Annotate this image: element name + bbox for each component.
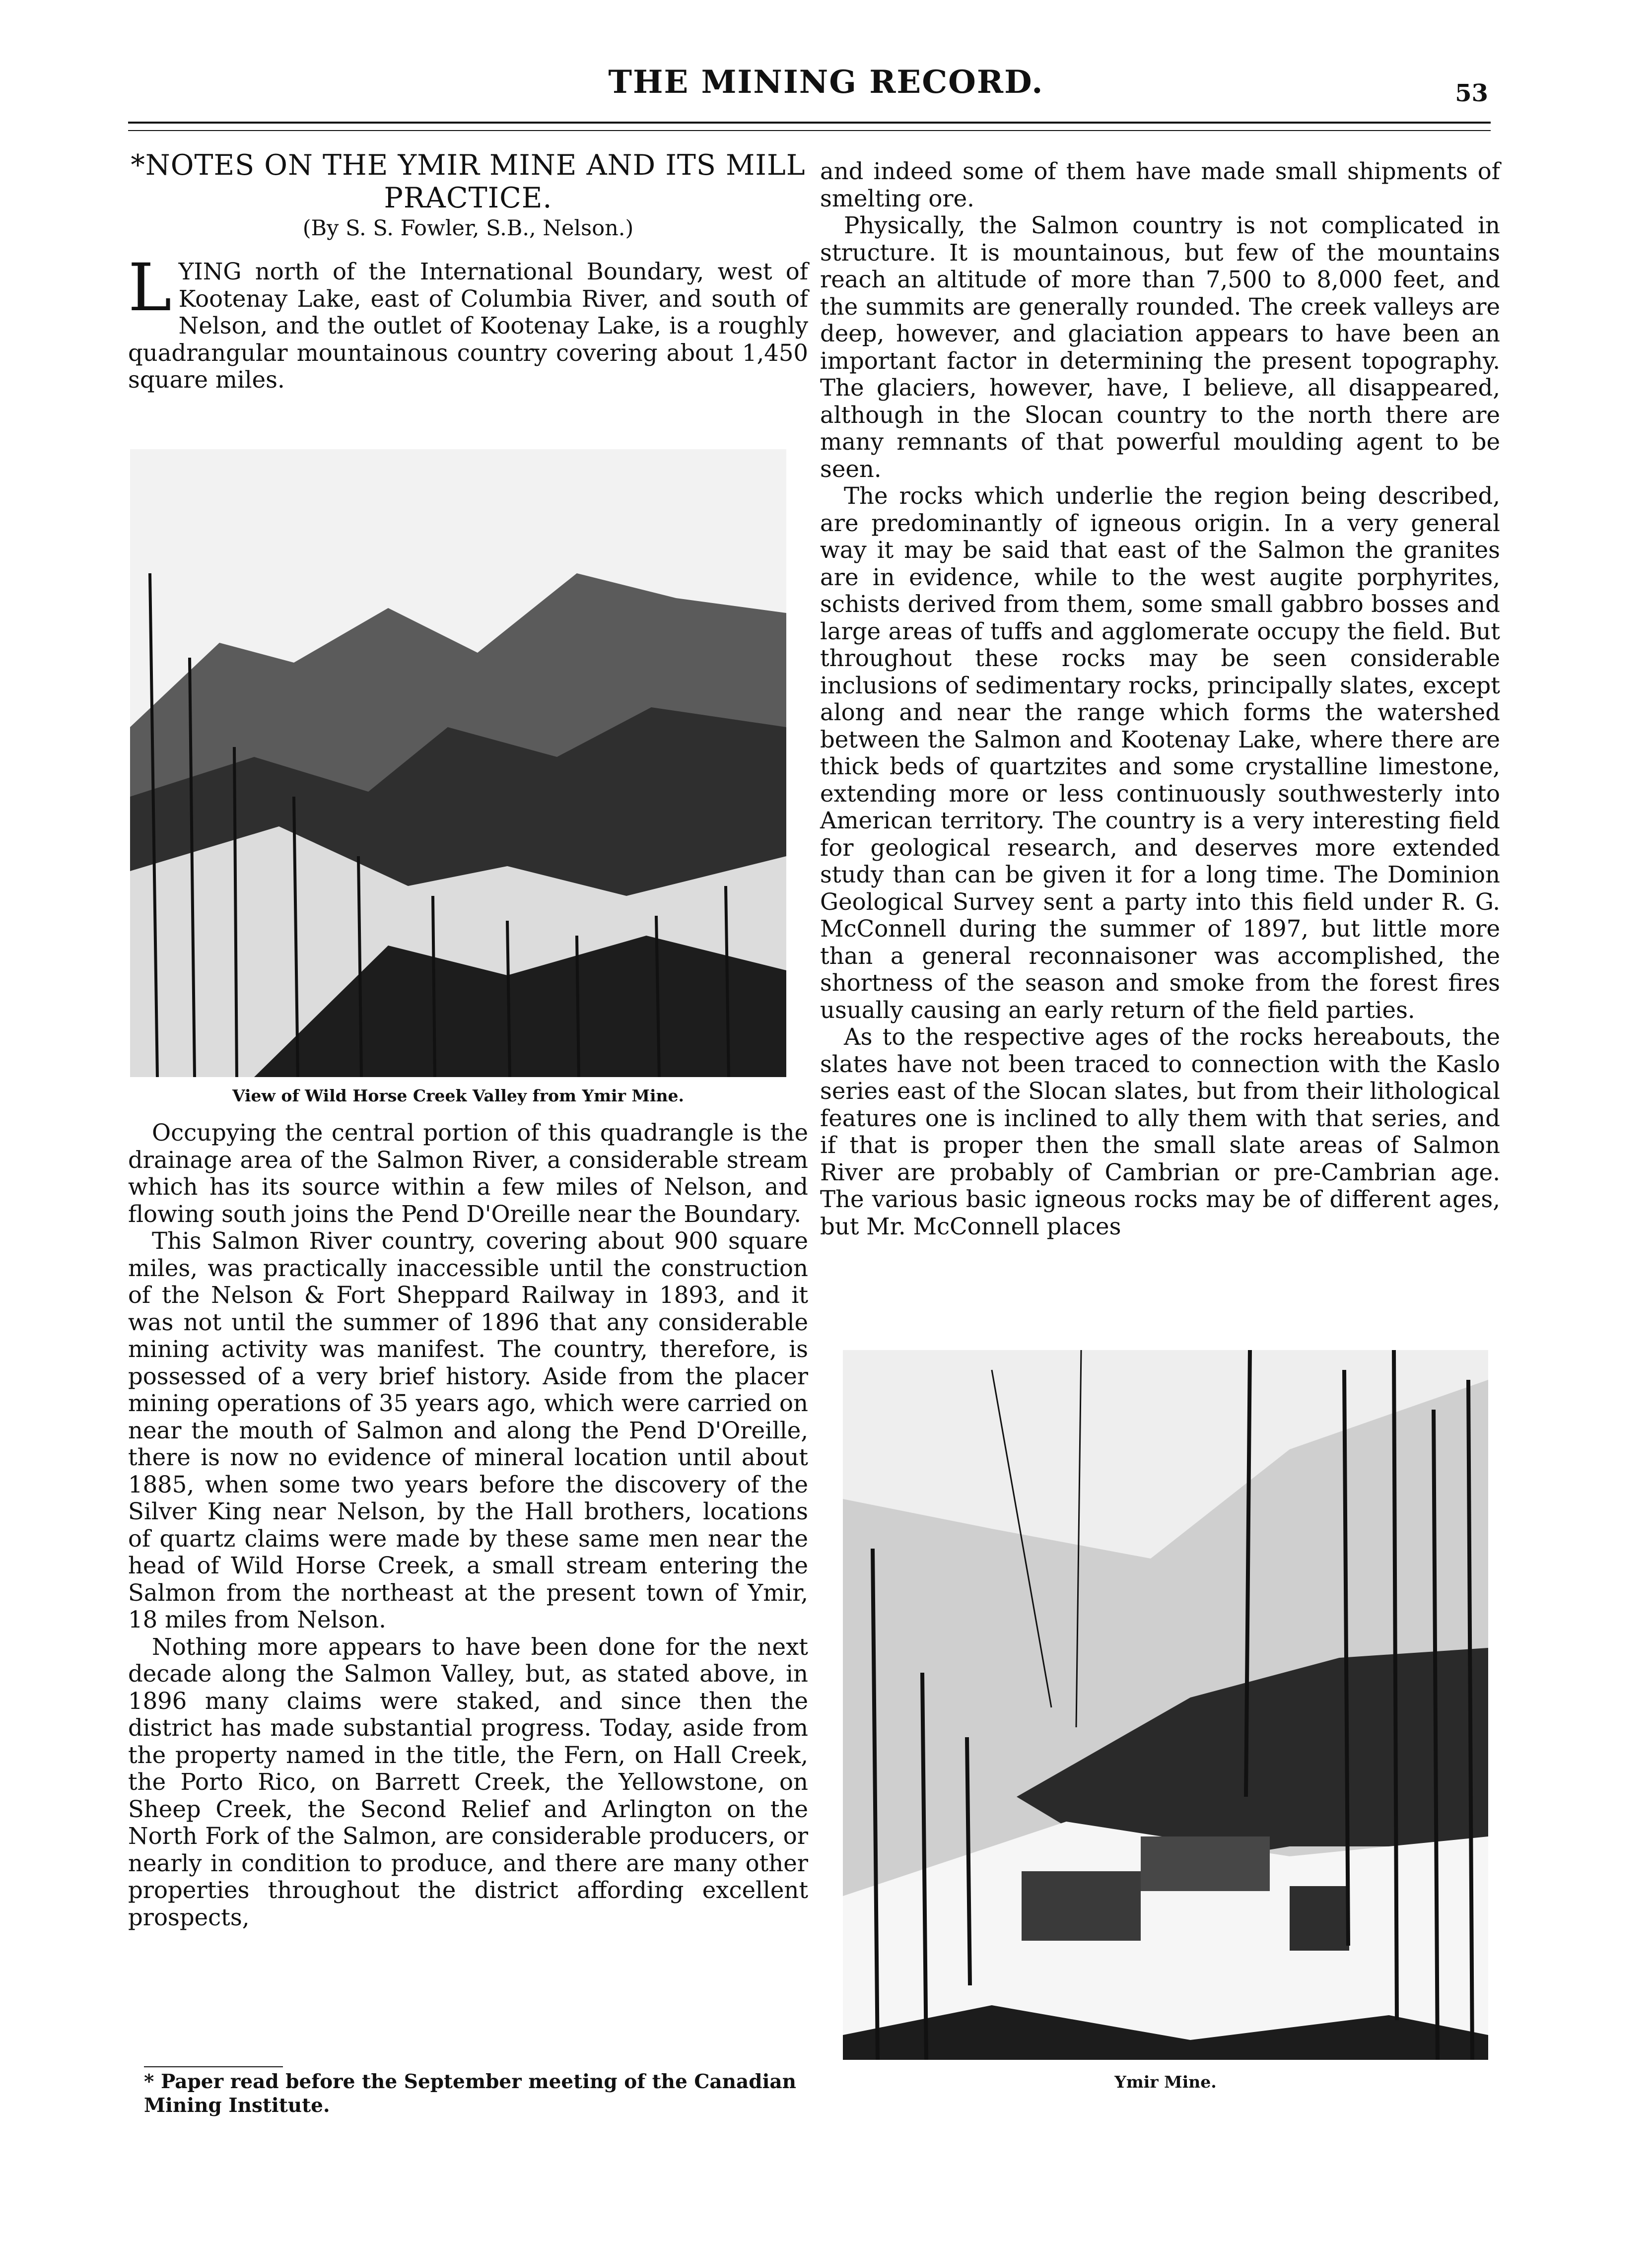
footnote-rule xyxy=(144,2066,283,2067)
footnote: * Paper read before the September meeting of the Canadian Mining Institute. xyxy=(144,2070,797,2117)
running-head: THE MINING RECORD. xyxy=(608,64,1044,101)
article-title-line-2: PRACTICE. xyxy=(384,182,552,214)
header-rule-thin xyxy=(128,130,1491,131)
intro-text: YING north of the International Boundary, west of Kootenay Lake, east of Columbia River, and south of Nelson, and the outlet of Kootenay Lake, is a roughly quadrangular mountainous country covering about 1,450 square miles. xyxy=(128,258,808,393)
right-column xyxy=(820,158,1500,1240)
intro-paragraph xyxy=(128,250,808,394)
paragraph: Physically, the Salmon country is not complicated in structure. It is mountainous, but few of the mountains reach an altitude of more than 7,500 to 8,000 feet, and the summits are generally rounded. The creek valleys are deep, however, and glaciation appears to have been an important factor in determining the present topography. The glaciers, however, have, I believe, all disappeared, although in the Slocan country to the north there are many remnants of that powerful moulding agent to be seen. xyxy=(820,212,1500,482)
valley-photo-caption: View of Wild Horse Creek Valley from Ymir Mine. xyxy=(232,1086,684,1105)
page-number: 53 xyxy=(1455,79,1488,107)
paragraph: This Salmon River country, covering about 900 square miles, was practically inaccessible until the construction of the Nelson & Fort Sheppard Railway in 1893, and it was not until the summer of 1896 that any considerable mining activity was manifest. The country, therefore, is possessed of a very brief history. Aside from the placer mining operations of 35 years ago, which were carried on near the mouth of Salmon and along the Pend D'Oreille, there is now no evidence of mineral location until about 1885, when some two years before the discovery of the Silver King near Nelson, by the Hall brothers, locations of quartz claims were made by these same men near the head of Wild Horse Creek, a small stream entering the Salmon from the northeast at the present town of Ymir, 18 miles from Nelson. xyxy=(128,1227,808,1633)
mine-photo-caption: Ymir Mine. xyxy=(1114,2072,1217,2092)
paragraph: and indeed some of them have made small shipments of smelting ore. xyxy=(820,158,1500,212)
drop-cap: L xyxy=(128,250,172,326)
paragraph: Nothing more appears to have been done for the next decade along the Salmon Valley, but, as stated above, in 1896 many claims were staked, and since then the district has made substantial progress. Today, aside from the property named in the title, the Fern, on Hall Creek, the Porto Rico, on Barrett Creek, the Yellowstone, on Sheep Creek, the Second Relief and Arlington on the North Fork of the Salmon, are considerable producers, or nearly in condition to produce, and there are many other properties throughout the district affording excellent prospects, xyxy=(128,1633,808,1931)
paragraph: As to the respective ages of the rocks hereabouts, the slates have not been traced to connection with the Kaslo series east of the Slocan slates, but from their lithological features one is inclined to ally them with that series, and if that is proper then the small slate areas of Salmon River are probably of Cambrian or pre-Cambrian age. The various basic igneous rocks may be of different ages, but Mr. McConnell places xyxy=(820,1023,1500,1240)
byline: (By S. S. Fowler, S.B., Nelson.) xyxy=(302,216,634,241)
left-column xyxy=(128,1119,808,1931)
valley-photo xyxy=(130,449,786,1077)
header-rule xyxy=(128,122,1491,124)
article-title-line-1: *NOTES ON THE YMIR MINE AND ITS MILL xyxy=(131,149,806,182)
paragraph: Occupying the central portion of this quadrangle is the drainage area of the Salmon River, a considerable stream which has its source within a few miles of Nelson, and flowing south joins the Pend D'Oreille near the Boundary. xyxy=(128,1119,808,1227)
paragraph: The rocks which underlie the region being described, are predominantly of igneous origin. In a very general way it may be said that east of the Salmon the granites are in evidence, while to the west augite porphyrites, schists derived from them, some small gabbro bosses and large areas of tuffs and agglomerate occupy the field. But throughout these rocks may be seen considerable inclusions of sedimentary rocks, principally slates, except along and near the range which forms the watershed between the Salmon and Kootenay Lake, where there are thick beds of quartzites and some crystalline limestone, extending more or less continuously southwesterly into American territory. The country is a very interesting field for geological research, and deserves more extended study than can be given it for a long time. The Dominion Geological Survey sent a party into this field under R. G. McConnell during the summer of 1897, but little more than a general reconnaisoner was accomplished, the shortness of the season and smoke from the forest fires usually causing an early return of the field parties. xyxy=(820,482,1500,1023)
article-title xyxy=(128,149,808,214)
mine-photo xyxy=(843,1350,1488,2060)
